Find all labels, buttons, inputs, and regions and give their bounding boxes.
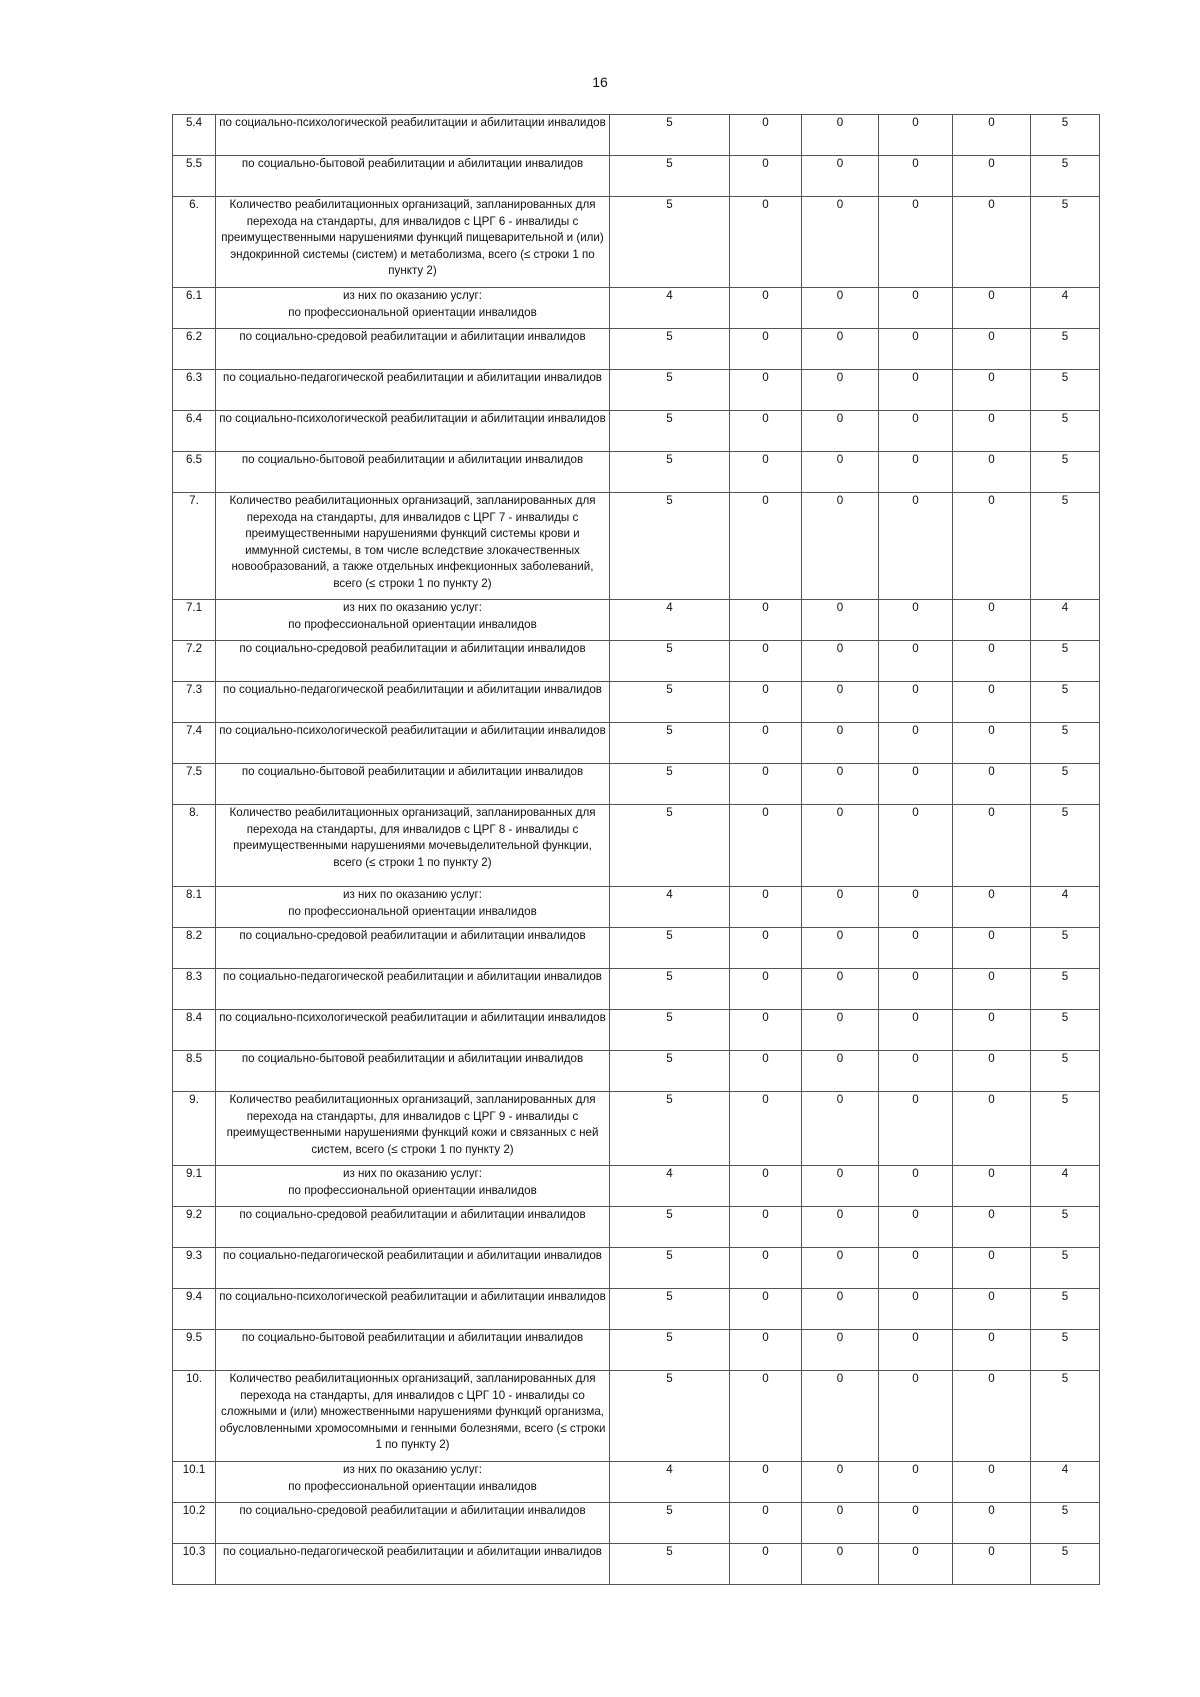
value-cell: 5 <box>610 1092 730 1166</box>
row-description-cell: по социально-средовой реабилитации и абилитации инвалидов <box>216 928 610 969</box>
row-description-cell: по социально-психологической реабилитации и абилитации инвалидов <box>216 411 610 452</box>
value-cell: 5 <box>1031 764 1100 805</box>
value-cell: 0 <box>953 1289 1031 1330</box>
table-row <box>173 1544 1100 1585</box>
value-cell: 0 <box>730 1371 802 1462</box>
value-cell: 0 <box>730 1544 802 1585</box>
value-cell: 5 <box>1031 682 1100 723</box>
table-row <box>173 1330 1100 1371</box>
value-cell: 5 <box>610 805 730 887</box>
row-number-cell: 6.3 <box>173 370 216 411</box>
row-description-cell: из них по оказанию услуг: по профессиональной ориентации инвалидов <box>216 288 610 329</box>
value-cell: 0 <box>730 288 802 329</box>
row-number-cell: 7.2 <box>173 641 216 682</box>
row-number-cell: 9.1 <box>173 1166 216 1207</box>
value-cell: 0 <box>879 156 953 197</box>
value-cell: 0 <box>879 682 953 723</box>
value-cell: 5 <box>610 370 730 411</box>
row-number-cell: 6.4 <box>173 411 216 452</box>
value-cell: 5 <box>1031 115 1100 156</box>
value-cell: 0 <box>879 288 953 329</box>
value-cell: 0 <box>953 1462 1031 1503</box>
row-number-cell: 7.5 <box>173 764 216 805</box>
value-cell: 5 <box>1031 197 1100 288</box>
value-cell: 5 <box>610 493 730 600</box>
value-cell: 5 <box>610 928 730 969</box>
row-number-cell: 8.2 <box>173 928 216 969</box>
table-row <box>173 1092 1100 1166</box>
row-number-cell: 10.1 <box>173 1462 216 1503</box>
value-cell: 4 <box>1031 600 1100 641</box>
value-cell: 0 <box>953 1544 1031 1585</box>
value-cell: 0 <box>730 1289 802 1330</box>
row-number-cell: 5.4 <box>173 115 216 156</box>
value-cell: 0 <box>802 1289 879 1330</box>
value-cell: 5 <box>610 1503 730 1544</box>
value-cell: 0 <box>879 969 953 1010</box>
row-number-cell: 6. <box>173 197 216 288</box>
value-cell: 0 <box>879 370 953 411</box>
value-cell: 0 <box>879 764 953 805</box>
value-cell: 0 <box>802 969 879 1010</box>
value-cell: 0 <box>879 1371 953 1462</box>
value-cell: 0 <box>879 1330 953 1371</box>
value-cell: 0 <box>730 493 802 600</box>
row-number-cell: 6.5 <box>173 452 216 493</box>
row-number-cell: 9.5 <box>173 1330 216 1371</box>
value-cell: 0 <box>879 1010 953 1051</box>
value-cell: 0 <box>802 1544 879 1585</box>
value-cell: 0 <box>879 1166 953 1207</box>
value-cell: 5 <box>610 764 730 805</box>
value-cell: 5 <box>610 1544 730 1585</box>
table-row <box>173 288 1100 329</box>
value-cell: 0 <box>730 641 802 682</box>
value-cell: 4 <box>610 600 730 641</box>
row-number-cell: 6.2 <box>173 329 216 370</box>
row-number-cell: 9.3 <box>173 1248 216 1289</box>
value-cell: 5 <box>610 1010 730 1051</box>
value-cell: 0 <box>730 682 802 723</box>
value-cell: 0 <box>879 928 953 969</box>
row-description-cell: из них по оказанию услуг: по профессиональной ориентации инвалидов <box>216 887 610 928</box>
value-cell: 5 <box>1031 411 1100 452</box>
value-cell: 5 <box>1031 969 1100 1010</box>
value-cell: 0 <box>802 600 879 641</box>
value-cell: 0 <box>802 156 879 197</box>
value-cell: 0 <box>730 1330 802 1371</box>
row-number-cell: 8.1 <box>173 887 216 928</box>
value-cell: 0 <box>730 805 802 887</box>
value-cell: 0 <box>730 1010 802 1051</box>
value-cell: 0 <box>953 1166 1031 1207</box>
row-description-cell: по социально-бытовой реабилитации и абилитации инвалидов <box>216 1330 610 1371</box>
value-cell: 0 <box>802 805 879 887</box>
value-cell: 0 <box>879 1207 953 1248</box>
table-row <box>173 197 1100 288</box>
row-number-cell: 9.2 <box>173 1207 216 1248</box>
row-description-cell: по социально-бытовой реабилитации и абилитации инвалидов <box>216 1051 610 1092</box>
value-cell: 0 <box>730 329 802 370</box>
value-cell: 0 <box>802 411 879 452</box>
value-cell: 0 <box>879 887 953 928</box>
value-cell: 0 <box>730 452 802 493</box>
value-cell: 5 <box>610 1289 730 1330</box>
value-cell: 0 <box>953 1330 1031 1371</box>
row-number-cell: 8.4 <box>173 1010 216 1051</box>
value-cell: 5 <box>610 1051 730 1092</box>
value-cell: 0 <box>802 452 879 493</box>
value-cell: 5 <box>1031 1330 1100 1371</box>
row-description-cell: по социально-педагогической реабилитации и абилитации инвалидов <box>216 969 610 1010</box>
row-description-cell: по социально-психологической реабилитации и абилитации инвалидов <box>216 115 610 156</box>
row-description-cell: по социально-средовой реабилитации и абилитации инвалидов <box>216 1207 610 1248</box>
row-description-cell: по социально-бытовой реабилитации и абилитации инвалидов <box>216 764 610 805</box>
value-cell: 0 <box>879 115 953 156</box>
value-cell: 0 <box>953 1503 1031 1544</box>
value-cell: 4 <box>1031 1166 1100 1207</box>
row-description-cell: из них по оказанию услуг: по профессиональной ориентации инвалидов <box>216 1462 610 1503</box>
table-row <box>173 156 1100 197</box>
value-cell: 0 <box>953 329 1031 370</box>
row-number-cell: 9. <box>173 1092 216 1166</box>
value-cell: 0 <box>730 1503 802 1544</box>
row-number-cell: 7.1 <box>173 600 216 641</box>
value-cell: 0 <box>802 1503 879 1544</box>
value-cell: 0 <box>953 197 1031 288</box>
value-cell: 5 <box>610 1248 730 1289</box>
row-number-cell: 5.5 <box>173 156 216 197</box>
value-cell: 0 <box>802 764 879 805</box>
table-row <box>173 682 1100 723</box>
value-cell: 0 <box>730 1051 802 1092</box>
value-cell: 0 <box>953 641 1031 682</box>
value-cell: 0 <box>802 682 879 723</box>
value-cell: 0 <box>802 329 879 370</box>
value-cell: 5 <box>610 197 730 288</box>
value-cell: 5 <box>610 329 730 370</box>
row-number-cell: 6.1 <box>173 288 216 329</box>
value-cell: 5 <box>1031 1248 1100 1289</box>
value-cell: 5 <box>1031 805 1100 887</box>
value-cell: 5 <box>1031 1051 1100 1092</box>
table-row <box>173 1503 1100 1544</box>
value-cell: 0 <box>730 1166 802 1207</box>
value-cell: 5 <box>610 156 730 197</box>
value-cell: 4 <box>1031 887 1100 928</box>
value-cell: 0 <box>953 1207 1031 1248</box>
value-cell: 0 <box>730 928 802 969</box>
value-cell: 0 <box>879 1289 953 1330</box>
value-cell: 0 <box>730 156 802 197</box>
value-cell: 0 <box>730 969 802 1010</box>
value-cell: 0 <box>730 600 802 641</box>
value-cell: 0 <box>879 1503 953 1544</box>
table-row <box>173 411 1100 452</box>
value-cell: 0 <box>879 1462 953 1503</box>
value-cell: 0 <box>730 764 802 805</box>
value-cell: 0 <box>802 1330 879 1371</box>
value-cell: 5 <box>610 452 730 493</box>
value-cell: 0 <box>802 1248 879 1289</box>
value-cell: 0 <box>802 197 879 288</box>
row-description-cell: из них по оказанию услуг: по профессиональной ориентации инвалидов <box>216 600 610 641</box>
row-description-cell: Количество реабилитационных организаций, запланированных для перехода на стандарты, для инвалидов с ЦРГ 7 - инвалиды с преимущественными нарушениями функций системы крови и иммунной системы, в том числе вследствие злокачественных новообразований, а также отдельных инфекционных заболеваний, всего (≤ строки 1 по пункту 2) <box>216 493 610 600</box>
row-description-cell: Количество реабилитационных организаций, запланированных для перехода на стандарты, для инвалидов с ЦРГ 10 - инвалиды со сложными и (или) множественными нарушениями функций организма, обусловленными хромосомными и генными болезнями, всего (≤ строки 1 по пункту 2) <box>216 1371 610 1462</box>
value-cell: 0 <box>953 887 1031 928</box>
value-cell: 0 <box>953 969 1031 1010</box>
value-cell: 0 <box>953 805 1031 887</box>
value-cell: 0 <box>802 370 879 411</box>
value-cell: 0 <box>879 723 953 764</box>
value-cell: 0 <box>802 1092 879 1166</box>
value-cell: 5 <box>1031 156 1100 197</box>
value-cell: 5 <box>610 723 730 764</box>
row-number-cell: 10.3 <box>173 1544 216 1585</box>
row-description-cell: по социально-педагогической реабилитации и абилитации инвалидов <box>216 370 610 411</box>
value-cell: 0 <box>802 641 879 682</box>
value-cell: 5 <box>1031 1207 1100 1248</box>
row-number-cell: 8.5 <box>173 1051 216 1092</box>
table-row <box>173 805 1100 887</box>
table-row <box>173 641 1100 682</box>
value-cell: 0 <box>953 156 1031 197</box>
value-cell: 0 <box>730 1248 802 1289</box>
value-cell: 0 <box>879 805 953 887</box>
value-cell: 0 <box>802 723 879 764</box>
table-row <box>173 600 1100 641</box>
row-description-cell: по социально-бытовой реабилитации и абилитации инвалидов <box>216 156 610 197</box>
value-cell: 5 <box>610 411 730 452</box>
value-cell: 5 <box>610 641 730 682</box>
table-body <box>173 115 1100 1585</box>
row-number-cell: 7. <box>173 493 216 600</box>
value-cell: 0 <box>953 452 1031 493</box>
row-description-cell: из них по оказанию услуг: по профессиональной ориентации инвалидов <box>216 1166 610 1207</box>
value-cell: 0 <box>730 723 802 764</box>
value-cell: 0 <box>730 1207 802 1248</box>
value-cell: 0 <box>802 1207 879 1248</box>
value-cell: 4 <box>610 1462 730 1503</box>
table-row <box>173 1289 1100 1330</box>
value-cell: 0 <box>730 411 802 452</box>
value-cell: 5 <box>1031 1371 1100 1462</box>
row-description-cell: по социально-педагогической реабилитации и абилитации инвалидов <box>216 1248 610 1289</box>
page-number: 16 <box>592 74 608 90</box>
value-cell: 0 <box>730 1462 802 1503</box>
row-number-cell: 8.3 <box>173 969 216 1010</box>
table-row <box>173 1010 1100 1051</box>
value-cell: 0 <box>953 1092 1031 1166</box>
value-cell: 0 <box>879 493 953 600</box>
row-description-cell: по социально-средовой реабилитации и абилитации инвалидов <box>216 1503 610 1544</box>
value-cell: 4 <box>610 288 730 329</box>
value-cell: 4 <box>1031 288 1100 329</box>
table-row <box>173 1207 1100 1248</box>
table-row <box>173 493 1100 600</box>
value-cell: 5 <box>610 115 730 156</box>
row-description-cell: по социально-психологической реабилитации и абилитации инвалидов <box>216 1010 610 1051</box>
table-row <box>173 969 1100 1010</box>
value-cell: 5 <box>1031 641 1100 682</box>
row-number-cell: 10.2 <box>173 1503 216 1544</box>
value-cell: 0 <box>879 329 953 370</box>
value-cell: 0 <box>802 1166 879 1207</box>
value-cell: 5 <box>1031 370 1100 411</box>
value-cell: 0 <box>879 1544 953 1585</box>
value-cell: 0 <box>879 197 953 288</box>
table-row <box>173 723 1100 764</box>
value-cell: 0 <box>953 723 1031 764</box>
value-cell: 5 <box>610 682 730 723</box>
value-cell: 5 <box>1031 928 1100 969</box>
value-cell: 0 <box>802 115 879 156</box>
value-cell: 5 <box>1031 493 1100 600</box>
value-cell: 0 <box>879 641 953 682</box>
value-cell: 0 <box>879 1248 953 1289</box>
value-cell: 0 <box>953 493 1031 600</box>
table-row <box>173 928 1100 969</box>
value-cell: 0 <box>802 493 879 600</box>
value-cell: 0 <box>802 1051 879 1092</box>
table-row <box>173 1051 1100 1092</box>
value-cell: 5 <box>610 1371 730 1462</box>
table-row <box>173 887 1100 928</box>
table-row <box>173 452 1100 493</box>
value-cell: 0 <box>953 411 1031 452</box>
value-cell: 5 <box>1031 1503 1100 1544</box>
row-number-cell: 10. <box>173 1371 216 1462</box>
row-description-cell: по социально-средовой реабилитации и абилитации инвалидов <box>216 329 610 370</box>
value-cell: 0 <box>953 682 1031 723</box>
table-row <box>173 370 1100 411</box>
value-cell: 0 <box>802 1371 879 1462</box>
value-cell: 5 <box>1031 1289 1100 1330</box>
value-cell: 0 <box>879 411 953 452</box>
value-cell: 0 <box>953 1371 1031 1462</box>
value-cell: 0 <box>802 1010 879 1051</box>
value-cell: 0 <box>879 600 953 641</box>
row-description-cell: Количество реабилитационных организаций, запланированных для перехода на стандарты, для инвалидов с ЦРГ 6 - инвалиды с преимущественными нарушениями функций пищеварительной и (или) эндокринной системы (систем) и метаболизма, всего (≤ строки 1 по пункту 2) <box>216 197 610 288</box>
value-cell: 0 <box>802 288 879 329</box>
row-description-cell: по социально-бытовой реабилитации и абилитации инвалидов <box>216 452 610 493</box>
value-cell: 0 <box>730 887 802 928</box>
value-cell: 0 <box>802 887 879 928</box>
value-cell: 0 <box>953 764 1031 805</box>
value-cell: 5 <box>1031 723 1100 764</box>
data-table <box>172 114 1100 1585</box>
row-description-cell: Количество реабилитационных организаций, запланированных для перехода на стандарты, для инвалидов с ЦРГ 8 - инвалиды с преимущественными нарушениями мочевыделительной функции, всего (≤ строки 1 по пункту 2) <box>216 805 610 887</box>
value-cell: 5 <box>1031 452 1100 493</box>
table-row <box>173 1462 1100 1503</box>
row-number-cell: 7.4 <box>173 723 216 764</box>
value-cell: 4 <box>1031 1462 1100 1503</box>
value-cell: 5 <box>1031 1544 1100 1585</box>
row-description-cell: по социально-психологической реабилитации и абилитации инвалидов <box>216 723 610 764</box>
value-cell: 0 <box>879 1092 953 1166</box>
row-description-cell: Количество реабилитационных организаций, запланированных для перехода на стандарты, для инвалидов с ЦРГ 9 - инвалиды с преимущественными нарушениями функций кожи и связанных с ней систем, всего (≤ строки 1 по пункту 2) <box>216 1092 610 1166</box>
value-cell: 0 <box>953 288 1031 329</box>
value-cell: 5 <box>1031 1010 1100 1051</box>
value-cell: 0 <box>953 600 1031 641</box>
value-cell: 0 <box>879 1051 953 1092</box>
value-cell: 5 <box>610 969 730 1010</box>
row-description-cell: по социально-педагогической реабилитации и абилитации инвалидов <box>216 1544 610 1585</box>
table-row <box>173 764 1100 805</box>
value-cell: 0 <box>730 370 802 411</box>
row-description-cell: по социально-психологической реабилитации и абилитации инвалидов <box>216 1289 610 1330</box>
table-row <box>173 1166 1100 1207</box>
value-cell: 4 <box>610 887 730 928</box>
value-cell: 4 <box>610 1166 730 1207</box>
value-cell: 0 <box>802 928 879 969</box>
table-row <box>173 329 1100 370</box>
row-number-cell: 9.4 <box>173 1289 216 1330</box>
value-cell: 0 <box>953 115 1031 156</box>
value-cell: 0 <box>953 928 1031 969</box>
value-cell: 0 <box>802 1462 879 1503</box>
value-cell: 5 <box>1031 1092 1100 1166</box>
table-row <box>173 1248 1100 1289</box>
row-description-cell: по социально-педагогической реабилитации и абилитации инвалидов <box>216 682 610 723</box>
value-cell: 0 <box>953 370 1031 411</box>
value-cell: 5 <box>610 1330 730 1371</box>
value-cell: 0 <box>730 1092 802 1166</box>
value-cell: 5 <box>610 1207 730 1248</box>
value-cell: 0 <box>953 1051 1031 1092</box>
value-cell: 0 <box>953 1010 1031 1051</box>
value-cell: 0 <box>730 197 802 288</box>
value-cell: 5 <box>1031 329 1100 370</box>
value-cell: 0 <box>953 1248 1031 1289</box>
value-cell: 0 <box>879 452 953 493</box>
row-number-cell: 8. <box>173 805 216 887</box>
table-row <box>173 115 1100 156</box>
value-cell: 0 <box>730 115 802 156</box>
table-row <box>173 1371 1100 1462</box>
row-number-cell: 7.3 <box>173 682 216 723</box>
row-description-cell: по социально-средовой реабилитации и абилитации инвалидов <box>216 641 610 682</box>
